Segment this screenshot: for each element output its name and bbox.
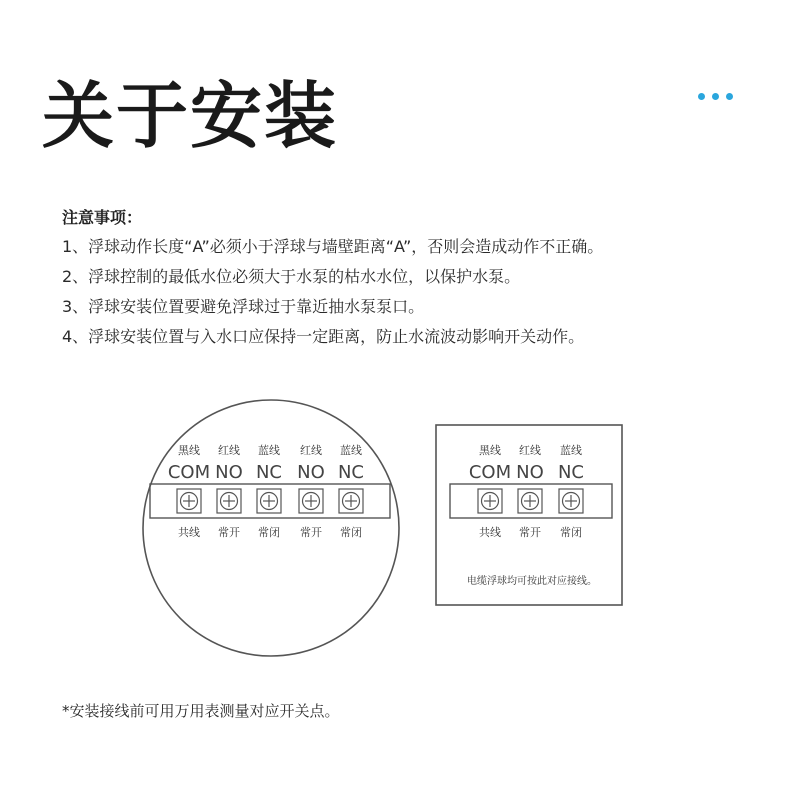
terminal-screw-icon [177,489,201,513]
wire-color-label: 蓝线 [560,444,582,457]
terminal-label: NO [215,462,243,483]
terminal-function-label: 共线 [479,526,501,539]
terminal-function-label: 常开 [218,526,240,539]
terminal-screw-icon [257,489,281,513]
terminal-function-label: 共线 [178,526,200,539]
note-item-3: 3、浮球安装位置要避免浮球过于靠近抽水泵泵口。 [62,297,425,316]
wire-color-label: 红线 [218,444,240,457]
terminal-function-label: 常开 [519,526,541,539]
wiring-diagram [0,380,790,680]
terminal-screw-icon [559,489,583,513]
round-junction-box [143,400,399,656]
wire-color-label: 蓝线 [340,444,362,457]
square-box-caption: 电缆浮球均可按此对应接线。 [467,576,597,587]
terminal-screw-icon [478,489,502,513]
dot [726,93,733,100]
wire-color-label: 蓝线 [258,444,280,457]
terminal-label: NC [255,462,283,483]
wire-color-label: 黑线 [479,444,501,457]
wire-color-label: 红线 [519,444,541,457]
three-dots-icon [698,93,733,100]
page-title: 关于安装 [42,74,339,158]
wire-color-label: 黑线 [178,444,200,457]
terminal-label: COM [468,462,512,483]
terminal-label: NC [557,462,585,483]
terminal-function-label: 常开 [300,526,322,539]
terminal-label: NO [297,462,325,483]
terminal-screw-icon [518,489,542,513]
wire-color-label: 红线 [300,444,322,457]
square-junction-box [436,425,622,605]
terminal-screw-icon [299,489,323,513]
note-item-1: 1、浮球动作长度“A”必须小于浮球与墙壁距离“A”，否则会造成动作不正确。 [62,237,604,256]
footnote: *安装接线前可用万用表测量对应开关点。 [62,702,340,720]
terminal-function-label: 常闭 [560,526,582,539]
note-item-4: 4、浮球安装位置与入水口应保持一定距离，防止水流波动影响开关动作。 [62,327,585,346]
terminal-function-label: 常闭 [340,526,362,539]
terminal-label: COM [167,462,211,483]
terminal-label: NO [516,462,544,483]
note-item-2: 2、浮球控制的最低水位必须大于水泵的枯水水位，以保护水泵。 [62,267,521,286]
dot [712,93,719,100]
notes-section [62,204,782,352]
notes-heading: 注意事项： [62,208,143,227]
dot [698,93,705,100]
terminal-function-label: 常闭 [258,526,280,539]
terminal-label: NC [337,462,365,483]
terminal-screw-icon [339,489,363,513]
terminal-screw-icon [217,489,241,513]
